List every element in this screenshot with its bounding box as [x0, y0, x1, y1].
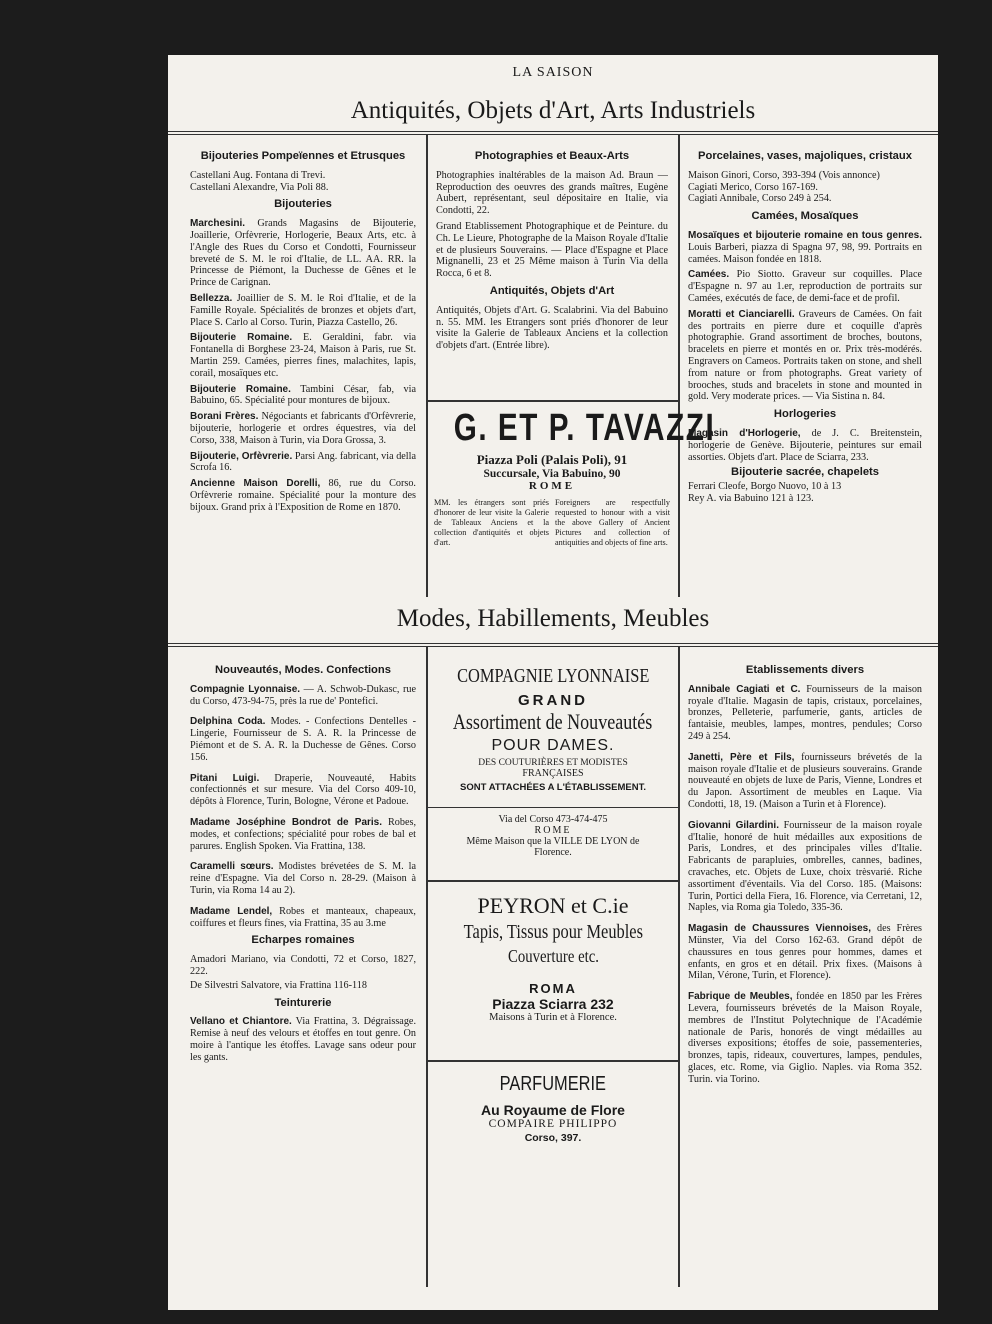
heading-horlogeries: Horlogeries — [773, 408, 837, 421]
heading-bijouteries: Bijouteries — [274, 198, 332, 211]
entry: Ferrari Cleofe, Borgo Nuovo, 10 à 13 — [688, 481, 842, 493]
listing: Giovanni Gilardini. Fournisseur de la maison royale d'Italie, honoré de huit médailles aux expositions de Paris, Londres, et des principales villes d'Italie. Fabricants de parapluies, ombrelles, cannes, badines, cravaches, etc. Objets de Luxe, choix trèsvarié. Riche assortiment d'éventails. Via del Corso. 185. (Maisons: Turin, Portici della Fiera, 16. Florence, via Cerretani, 12, Naples, via Roma gia Toledo, 335-36. — [688, 819, 922, 914]
listing: Vellano et Chiantore. Via Frattina, 3. Dégraissage. Remise à neuf des velours et étoffes en tout genre. On moire à l'antique les étoffes. Lavage sans odeur pour les gants. — [190, 1016, 416, 1063]
listing: Grand Etablissement Photographique et de Peinture. du Ch. Le Lieure, Photographe de la Maison Royale d'Italie et de plusieurs Souverains. — Place d'Espagne et Place Mignanelli, 23 et 25 Même maison à Turin Via della Rocca, 6 et 8. — [436, 220, 668, 280]
entry: Cagiati Merico, Corso 167-169. — [688, 181, 818, 193]
parf-title: PARFUMERIE — [499, 1073, 607, 1095]
listing: Caramelli sœurs. Modistes brévetées de S. M. la reine d'Espagne. Via del Corso n. 28-29. (Maison à Turin, via Roma 14 au 2). — [190, 861, 416, 896]
lyonnaise-pour: POUR DAMES. — [491, 737, 615, 754]
peyron-name: PEYRON et C.ie — [477, 893, 629, 918]
column-porcelaines — [688, 145, 922, 505]
listing: Antiquités, Objets d'Art. G. Scalabrini. Via del Babuino n. 55. MM. les Etrangers sont priés d'honorer de leur visite la Galerie de Tableaux Anciens et la collection d'objets d'art. (Entrée libre). — [436, 304, 668, 352]
lyonnaise-ad — [428, 659, 678, 858]
entry: Maison Ginori, Corso, 393-394 (Vois annonce) — [688, 169, 880, 181]
lyonnaise-fr: FRANÇAISES — [522, 768, 584, 779]
ad-divider — [428, 807, 678, 808]
scan-artifact — [888, 547, 892, 551]
entry: Amadori Mariano, via Condotti, 72 et Corso, 1827, 222. — [190, 954, 416, 977]
listing: Magasin d'Horlogerie, de J. C. Breitenstein, horlogerie de Genève. Bijouterie, peintures sur email assorties. Objets d'art. Place de Sciarra, 233. — [688, 427, 922, 463]
listing: Mosaïques et bijouterie romaine en tous genres. Louis Barberi, piazza di Spagna 97, 98, 99. Portraits en camées. Maison fondée en 1818. — [688, 229, 922, 265]
listing: Janetti, Père et Fils, fournisseurs brévetés de la maison royale d'Italie et de plusieurs souverains. Grande nouveauté en objets de luxe de Paris, Vienne, Londres et du Japon. Assortiment de meubles en Laque. Via Condotti, 18, 19. (Maison a Turin et à Florence). — [688, 751, 922, 810]
listing: Moratti et Cianciarelli. Graveurs de Camées. On fait des portraits en pierre dure et coquille d'après photographie. Grand assortiment de broches, boutons, bracelets en pierre et montés en or. Prix très-modérés. Engravers on Cameos. Portraits taken on stone, and shell from nature or from photographs. Great variety of brooches, studs and bracelets in stone and mounted in gold. Very moderate prices. — Via Sistina n. 84. — [688, 308, 922, 403]
entry: Cagiati Annibale, Corso 249 à 254. — [688, 193, 832, 205]
peyron-roma: ROMA — [529, 981, 577, 996]
parf-line1: Au Royaume de Flore — [481, 1102, 625, 1118]
listing: Camées. Pio Siotto. Graveur sur coquilles. Place d'Espagne n. 97 au 1.er, reproduction de portraits sur Camées, exécutés de face, de demi-face et de profil. — [688, 269, 922, 304]
column-nouveautes — [190, 659, 416, 1068]
section-rule — [168, 131, 938, 135]
lyonnaise-assort: Assortiment de Nouveautés — [453, 709, 653, 734]
entry: Castellani Aug. Fontana di Trevi. — [190, 169, 326, 181]
column-divider — [678, 135, 680, 597]
section-rule — [168, 643, 938, 647]
listing: Madame Joséphine Bondrot de Paris. Robes, modes, et confections; spécialité pour robes de bal et parures. English Spoken. Via Frattina, 138. — [190, 816, 417, 852]
listing: Photographies inaltérables de la maison Ad. Braun — Reproduction des oeuvres des grands maîtres, Eugène Aubert, représentant, seul dépositaire en Italie, via Condotti, 22. — [436, 169, 668, 217]
lyonnaise-name: COMPAGNIE LYONNAISE — [456, 665, 650, 687]
listing: Compagnie Lyonnaise. — A. Schwob-Dukasc, rue du Corso, 473-94-75, près la rue de' Pontefici. — [190, 683, 417, 707]
section-title-antiquites: Antiquités, Objets d'Art, Arts Industriels — [350, 97, 756, 124]
tavazzi-fr: MM. les étrangers sont priés d'honorer de leur visite la Galerie de Tableaux Anciens et la collection d'antiquités et objets d'art. — [434, 498, 549, 547]
peyron-line1: Tapis, Tissus pour Meubles — [463, 921, 643, 943]
listing: Bijouterie, Orfèvrerie. Parsi Ang. fabricant, via della Scrofa 16. — [190, 450, 416, 474]
listing: Magasin de Chaussures Viennoises, des Frères Münster, Via del Corso 162-63. Grand dépôt de chaussures en tous genres pour hommes, dames et enfants, en gros et en détail. Prix fixes. (Maisons à Milan, Vérone, Turin, et Florence). — [688, 923, 922, 982]
tavazzi-ad — [426, 407, 716, 548]
heading-echarpes: Echarpes romaines — [251, 934, 355, 947]
listing: Borani Frères. Négociants et fabricants d'Orfèvrerie, bijouterie, horlogerie et ordres équestres, via del Corso, 338, Maison à Turin, via Dora Grossa, 3. — [190, 411, 416, 446]
heading-bijouteries-pompeiennes: Bijouteries Pompeïennes et Etrusques — [200, 150, 406, 162]
listing: Bijouterie Romaine. E. Geraldini, fabr. via Fontanella di Borghese 23-24, Maison à Paris, rue St. Martin 259. Camées, pierres fines, malachites, lapis, corail, mosaïques etc. — [190, 332, 417, 379]
parf-line3: Corso, 397. — [524, 1132, 582, 1144]
lyonnaise-grand: GRAND — [518, 692, 588, 709]
section-title-modes: Modes, Habillements, Meubles — [396, 605, 710, 632]
lyonnaise-meme: Même Maison que la VILLE DE LYON de Florence. — [466, 836, 640, 858]
lyonnaise-sont: SONT ATTACHÉES A L'ÉTABLISSEMENT. — [460, 782, 646, 793]
column-divider — [678, 647, 680, 1287]
listing: Fabrique de Meubles, fondée en 1850 par les Frères Levera, fournisseurs brévetés de la Maison Royale, membres de l'Institut Polytechnique de l'Académie nationale de Paris, honorés de vingt médailles au diverses expositions; étoffes de soie, passementeries, bronzes, tapis, rideaux, couvertures, lampes, pendules, glaces, etc. Rome, via Giglio. Naples. via Roma 352. Turin. via Torino. — [688, 991, 922, 1085]
peyron-ad — [428, 893, 678, 1023]
column-bijouteries — [190, 145, 416, 518]
parf-line2: COMPAIRE PHILIPPO — [488, 1118, 618, 1130]
tavazzi-en: Foreigners are respectfully requested to honour with a visit the above Gallery of Ancient Pictures and collection of antiquities and objects of fine arts. — [555, 498, 670, 547]
column-photographies — [436, 145, 668, 356]
newspaper-page — [168, 55, 938, 1310]
ad-border — [426, 1060, 680, 1062]
listing: Delphina Coda. Modes. - Confections Dentelles - Lingerie, Fournisseur de S. A. R. la Princesse de Piémont et de S. A. R. la Duchesse de Gênes. Corso 156. — [190, 716, 416, 763]
tavazzi-address: Piazza Poli (Palais Poli), 91 — [476, 452, 628, 467]
heading-teinturerie: Teinturerie — [274, 996, 332, 1009]
heading-nouveautes: Nouveautés, Modes. Confections — [215, 664, 391, 676]
entry: De Silvestri Salvatore, via Frattina 116-118 — [190, 979, 367, 991]
ad-border — [426, 400, 680, 402]
tavazzi-city: ROME — [528, 480, 576, 492]
tavazzi-branch: Succursale, Via Babuino, 90 — [483, 468, 621, 480]
heading-bijouterie-sacree: Bijouterie sacrée, chapelets — [731, 466, 879, 479]
heading-photographies: Photographies et Beaux-Arts — [474, 150, 630, 162]
heading-antiquites: Antiquités, Objets d'Art — [489, 284, 615, 297]
parfumerie-ad — [428, 1073, 678, 1144]
lyonnaise-des: DES COUTURIÈRES ET MODISTES — [478, 758, 628, 768]
listing: Pitani Luigi. Draperie, Nouveauté, Habits confectionnés et sur mesure. Via del Corso 409-10, dépôts à Florence, Turin, Bologne, Vérone et Padoue. — [190, 772, 417, 808]
tavazzi-notice — [426, 498, 678, 548]
lyonnaise-via: Via del Corso 473-474-475 — [498, 814, 608, 825]
peyron-maisons: Maisons à Turin et à Florence. — [489, 1012, 617, 1023]
peyron-piazza: Piazza Sciarra 232 — [492, 996, 614, 1012]
column-etablissements — [688, 659, 922, 1090]
peyron-line2: Couverture etc. — [507, 946, 599, 966]
ad-border — [426, 880, 680, 882]
heading-etablissements: Etablissements divers — [745, 664, 865, 676]
listing: Ancienne Maison Dorelli, 86, rue du Corso. Orfèvrerie romaine. Spécialité pour la monture des bijoux. Grand prix à l'Exposition de Rome en 1870. — [190, 478, 416, 513]
entry: Rey A. via Babuino 121 à 123. — [688, 492, 814, 504]
listing: Bijouterie Romaine. Tambini César, fab, via Babuino, 65. Spécialité pour montures de bijoux. — [190, 383, 416, 407]
heading-porcelaines: Porcelaines, vases, majoliques, cristaux — [698, 150, 912, 162]
heading-camees: Camées, Mosaïques — [751, 210, 859, 223]
listing: Bellezza. Joaillier de S. M. le Roi d'Italie, et de la Famille Royale. Spécialités de bronzes et objets d'art, Place S. Carlo al Corso. Turin, Piazza Castello, 26. — [190, 292, 416, 328]
entry: Castellani Alexandre, Via Poli 88. — [190, 181, 329, 193]
listing: Annibale Cagiati et C. Fournisseurs de la maison royale d'Italie. Magasin de tapis, cristaux, porcelaines, bronzes, Pelleterie, parfumerie, gants, articles de fantaisie, meubles, lampes, montres, pendules; Corso 249 à 254. — [688, 683, 923, 742]
running-header: LA SAISON — [512, 65, 594, 80]
listing: Madame Lendel, Robes et manteaux, chapeaux, coiffures et fleurs fines, via Frattina, 35 au 3.me — [190, 905, 416, 929]
listing: Marchesini. Grands Magasins de Bijouterie, Joaillerie, Orfèvrerie, Horlogerie, Beaux Arts, etc. à l'Angle des Rues du Corso et Condotti, Fournisseur breveté de S. M. le roi d'Italie, de LL. AA. RR. la Princesse de Piémont, la Duchesse de Gênes et le Prince de Carignan. — [190, 218, 416, 289]
tavazzi-name: G. ET P. TAVAZZI — [453, 407, 716, 449]
lyonnaise-rome: ROME — [534, 825, 572, 836]
